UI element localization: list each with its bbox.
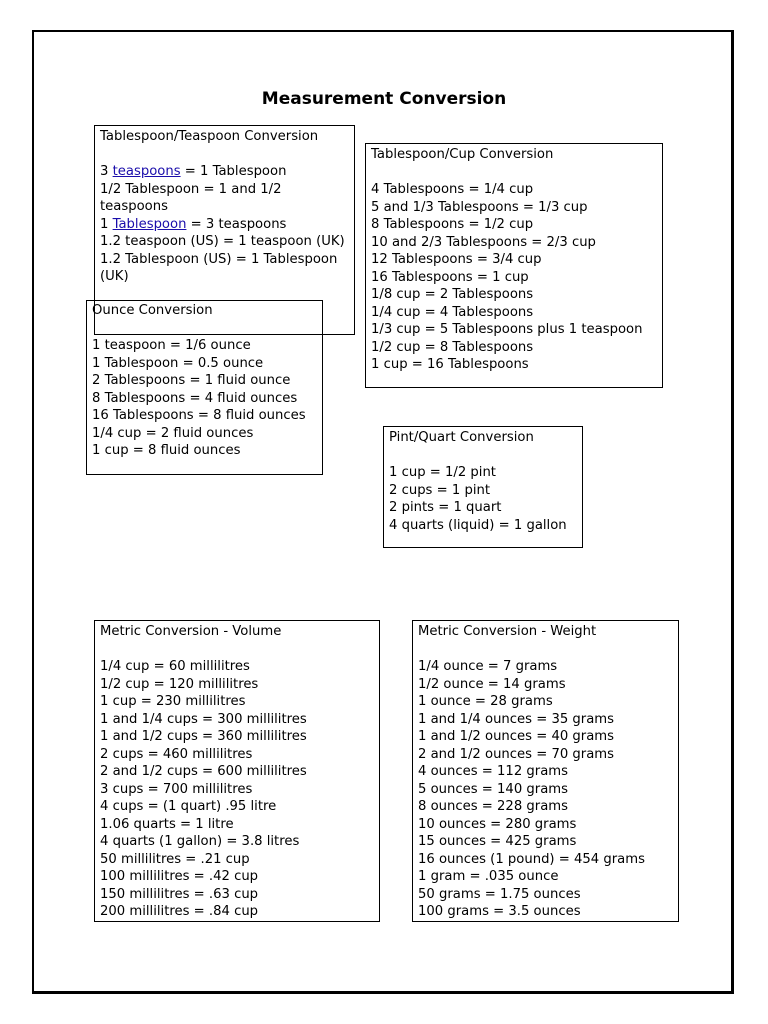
conversion-line: 16 ounces (1 pound) = 454 grams [418, 851, 645, 867]
conversion-line: 2 Tablespoons = 1 fluid ounce [92, 373, 291, 388]
conversion-line: 100 millilitres = .42 cup [100, 869, 259, 884]
conversion-line: 5 and 1/3 Tablespoons = 1/3 cup [371, 199, 588, 215]
conversion-line: 4 quarts (liquid) = 1 gallon [389, 517, 567, 533]
conversion-line: 4 Tablespoons = 1/4 cup [371, 182, 534, 197]
box-heading: Ounce Conversion [92, 303, 213, 318]
conversion-line: 50 grams = 1.75 ounces [418, 886, 581, 902]
conversion-line: 2 pints = 1 quart [389, 500, 502, 515]
pint-quart-box [383, 426, 583, 548]
conversion-line: 10 and 2/3 Tablespoons = 2/3 cup [371, 234, 596, 250]
conversion-line: 16 Tablespoons = 1 cup [371, 269, 529, 285]
tablespoon-link[interactable]: Tablespoon [112, 216, 187, 232]
conversion-line: 12 Tablespoons = 3/4 cup [371, 252, 542, 267]
conversion-line: 50 millilitres = .21 cup [100, 851, 250, 867]
conversion-line: 1/4 cup = 60 millilitres [100, 659, 250, 674]
conversion-line: 8 ounces = 228 grams [418, 799, 568, 814]
conversion-line: 1 cup = 16 Tablespoons [371, 357, 529, 372]
conversion-line: 3 cups = 700 millilitres [100, 781, 253, 797]
metric-volume-box [94, 620, 380, 922]
conversion-line: 1 and 1/2 ounces = 40 grams [418, 729, 615, 744]
conversion-line: 4 cups = (1 quart) .95 litre [100, 799, 277, 814]
conversion-line: 1 gram = .035 ounce [418, 869, 559, 884]
conversion-line: 2 cups = 1 pint [389, 482, 491, 498]
box-heading: Metric Conversion - Weight [418, 624, 597, 639]
conversion-line: 200 millilitres = .84 cup [100, 904, 259, 919]
box-heading: Pint/Quart Conversion [389, 430, 534, 445]
conversion-line: 1 and 1/2 cups = 360 millilitres [100, 729, 307, 744]
conversion-line: 1 cup = 8 fluid ounces [92, 443, 241, 458]
conversion-line: 1/4 ounce = 7 grams [418, 659, 558, 674]
conversion-line: 8 Tablespoons = 1/2 cup [371, 217, 534, 232]
conversion-line: 1 Tablespoon = 3 teaspoons [100, 216, 287, 232]
conversion-line: 1.06 quarts = 1 litre [100, 816, 234, 832]
conversion-line: 1/3 cup = 5 Tablespoons plus 1 teaspoon [371, 322, 643, 337]
conversion-line: 1 ounce = 28 grams [418, 694, 553, 709]
conversion-line: 2 cups = 460 millilitres [100, 746, 253, 762]
conversion-line: 4 ounces = 112 grams [418, 764, 568, 779]
conversion-line: 5 ounces = 140 grams [418, 781, 568, 797]
box-heading: Metric Conversion - Volume [100, 624, 282, 639]
conversion-line: 16 Tablespoons = 8 fluid ounces [92, 408, 306, 423]
conversion-line: 150 millilitres = .63 cup [100, 886, 259, 902]
conversion-line: 1/2 cup = 120 millilitres [100, 676, 259, 692]
ounce-box [86, 300, 323, 475]
conversion-line: 2 and 1/2 ounces = 70 grams [418, 746, 615, 762]
conversion-line: 8 Tablespoons = 4 fluid ounces [92, 390, 298, 406]
conversion-line: 4 quarts (1 gallon) = 3.8 litres [100, 834, 300, 849]
conversion-line: 1 teaspoon = 1/6 ounce [92, 338, 251, 353]
page-title: Measurement Conversion [261, 89, 507, 109]
conversion-line: 1.2 teaspoon (US) = 1 teaspoon (UK) [100, 234, 345, 249]
conversion-line: 1/4 cup = 4 Tablespoons [371, 304, 534, 320]
conversion-line: 1 and 1/4 cups = 300 millilitres [100, 711, 307, 727]
conversion-line: 1/8 cup = 2 Tablespoons [371, 287, 534, 302]
box-heading: Tablespoon/Cup Conversion [371, 147, 554, 162]
teaspoons-link[interactable]: teaspoons [112, 164, 181, 179]
conversion-line: 2 and 1/2 cups = 600 millilitres [100, 764, 307, 779]
tablespoon-cup-box [365, 143, 663, 388]
metric-weight-box [412, 620, 679, 922]
conversion-line: 15 ounces = 425 grams [418, 834, 577, 849]
conversion-line: 3 teaspoons = 1 Tablespoon [100, 164, 287, 179]
conversion-line: 1 Tablespoon = 0.5 ounce [92, 355, 264, 371]
conversion-line: 1/2 Tablespoon = 1 and 1/2 teaspoons [100, 181, 282, 214]
conversion-line: 1/4 cup = 2 fluid ounces [92, 425, 254, 441]
box-heading: Tablespoon/Teaspoon Conversion [100, 129, 319, 144]
conversion-line: 100 grams = 3.5 ounces [418, 904, 581, 919]
conversion-line: 1/2 cup = 8 Tablespoons [371, 339, 534, 355]
conversion-line: 1 cup = 1/2 pint [389, 465, 496, 480]
conversion-line: 1/2 ounce = 14 grams [418, 676, 566, 692]
conversion-line: 1 cup = 230 millilitres [100, 694, 246, 709]
conversion-line: 1.2 Tablespoon (US) = 1 Tablespoon (UK) [100, 251, 338, 284]
conversion-line: 10 ounces = 280 grams [418, 816, 577, 832]
conversion-line: 1 and 1/4 ounces = 35 grams [418, 711, 615, 727]
